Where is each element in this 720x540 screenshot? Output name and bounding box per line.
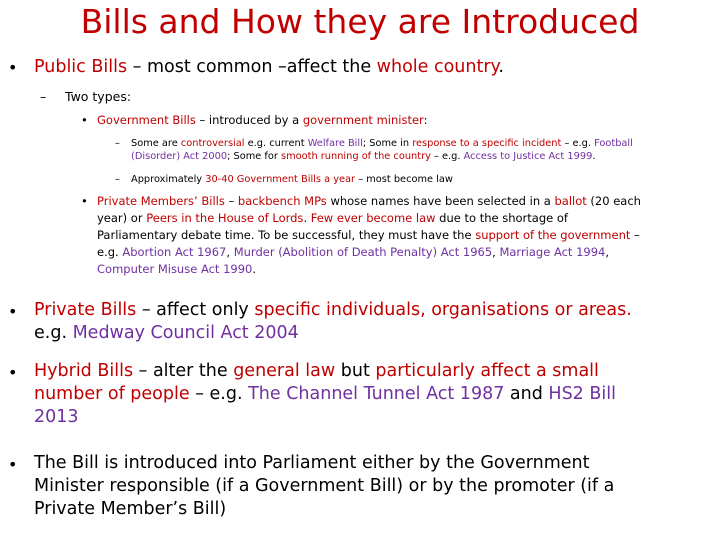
pm-t16: Abortion Act 1967 <box>122 245 227 259</box>
pb-t3: specific individuals, organisations or areas. <box>254 300 632 320</box>
hb-t1: Hybrid Bills <box>34 361 134 381</box>
hb-t6: number of people <box>34 384 190 404</box>
private-members-item <box>97 193 717 278</box>
pm-t19: , <box>492 245 500 259</box>
intro-line-2: Minister responsible (if a Government Bill) or by the promoter (if a <box>34 476 615 496</box>
private-bills-item <box>34 299 714 345</box>
controversial-line-2 <box>131 150 716 163</box>
pb-t1: Private Bills <box>34 300 137 320</box>
pm-t10: Few ever become law <box>310 211 436 225</box>
pm-t11: due to the shortage of <box>435 211 568 225</box>
pm-t3: backbench MPs <box>237 194 327 208</box>
pm-t2: – <box>224 194 238 208</box>
slide-title: Bills and How they are Introduced <box>80 2 640 41</box>
controversial-item <box>131 137 716 163</box>
intro-line-1: The Bill is introduced into Parliament either by the Government <box>34 453 590 473</box>
c-t7: – e.g. <box>561 138 595 149</box>
bullet-hybrid-bills: • <box>8 363 18 382</box>
government-bills-text: – introduced by a <box>195 113 303 127</box>
c-t6: response to a specific incident <box>412 138 562 149</box>
public-bills-item <box>34 56 714 79</box>
pm-line-5 <box>97 261 717 278</box>
bullet-private-members: • <box>81 194 88 208</box>
c-t14: . <box>592 151 596 162</box>
public-bills-scope: whole country <box>376 57 499 77</box>
pb-line-1 <box>34 299 714 322</box>
government-minister-text: government minister <box>302 113 424 127</box>
pm-t20: Marriage Act 1994 <box>499 245 606 259</box>
hb-t5: particularly affect a small <box>375 361 599 381</box>
bullet-government-bills: • <box>81 113 88 127</box>
pm-t17: , <box>226 245 234 259</box>
dash-two-types: – <box>40 89 47 104</box>
pm-t6: (20 each <box>586 194 641 208</box>
pm-t13: support of the government <box>475 228 631 242</box>
c-t12: – e.g. <box>430 151 464 162</box>
pm-t1: Private Members’ Bills <box>97 194 225 208</box>
c-t13: Access to Justice Act 1999 <box>463 151 593 162</box>
pb-t5: Medway Council Act 2004 <box>72 323 299 343</box>
bullet-public-bills: • <box>8 58 18 77</box>
hb-t7: – e.g. <box>189 384 249 404</box>
two-types-item: Two types: <box>65 89 132 104</box>
c-t2: controversial <box>180 138 245 149</box>
c-t10: ; Some for <box>227 151 281 162</box>
hb-t2: – alter the <box>133 361 234 381</box>
pm-t14: – <box>630 228 640 242</box>
pm-t15: e.g. <box>97 245 123 259</box>
c-t11: smooth running of the country <box>280 151 431 162</box>
government-bills-term: Government Bills <box>97 113 196 127</box>
pm-t7: year) or <box>97 211 147 225</box>
c-t1: Some are <box>131 138 181 149</box>
bullet-private-bills: • <box>8 302 18 321</box>
hb-t4: but <box>335 361 376 381</box>
a-t2: 30-40 Government Bills a year <box>205 174 356 185</box>
c-t5: ; Some in <box>362 138 413 149</box>
pb-line-2 <box>34 322 714 345</box>
pm-t12: Parliamentary debate time. To be successful, they must have the <box>97 228 476 242</box>
hb-t10: HS2 Bill <box>548 384 616 404</box>
hb-line-1 <box>34 360 714 383</box>
pm-t4: whose names have been selected in a <box>326 194 555 208</box>
pm-t18: Murder (Abolition of Death Penalty) Act 1965 <box>233 245 493 259</box>
pm-t23: . <box>252 262 257 276</box>
hb-line-2 <box>34 383 714 406</box>
pm-t21: , <box>605 245 610 259</box>
public-bills-term: Public Bills <box>34 57 128 77</box>
controversial-line-1 <box>131 137 716 150</box>
hb-t9: and <box>504 384 549 404</box>
public-bills-end: . <box>498 57 504 77</box>
hb-t8: The Channel Tunnel Act 1987 <box>248 384 505 404</box>
approx-item <box>131 173 453 186</box>
dash-controversial: – <box>115 138 120 149</box>
government-bills-item <box>97 112 707 129</box>
c-t9: (Disorder) Act 2000 <box>131 151 228 162</box>
hybrid-bills-item <box>34 360 714 429</box>
pm-line-2 <box>97 210 717 227</box>
intro-line-3: Private Member’s Bill) <box>34 499 227 519</box>
introduced-item <box>34 452 714 521</box>
a-t1: Approximately <box>131 174 206 185</box>
pm-t9: . <box>303 211 311 225</box>
pb-t2: – affect only <box>136 300 255 320</box>
dash-approx: – <box>115 174 120 185</box>
hb-line-3 <box>34 406 714 429</box>
c-t3: e.g. current <box>244 138 308 149</box>
public-bills-text: – most common –affect the <box>127 57 377 77</box>
pm-t8: Peers in the House of Lords <box>146 211 304 225</box>
pb-t4: e.g. <box>34 323 73 343</box>
government-bills-colon: : <box>423 113 428 127</box>
pm-line-3 <box>97 227 717 244</box>
a-t3: – most become law <box>355 174 453 185</box>
c-t8: Football <box>594 138 633 149</box>
bullet-introduced: • <box>8 455 18 474</box>
pm-line-4 <box>97 244 717 261</box>
pm-t5: ballot <box>554 194 587 208</box>
hb-t11: 2013 <box>34 407 79 427</box>
pm-t22: Computer Misuse Act 1990 <box>97 262 253 276</box>
pm-line-1 <box>97 193 717 210</box>
hb-t3: general law <box>233 361 336 381</box>
c-t4: Welfare Bill <box>307 138 363 149</box>
